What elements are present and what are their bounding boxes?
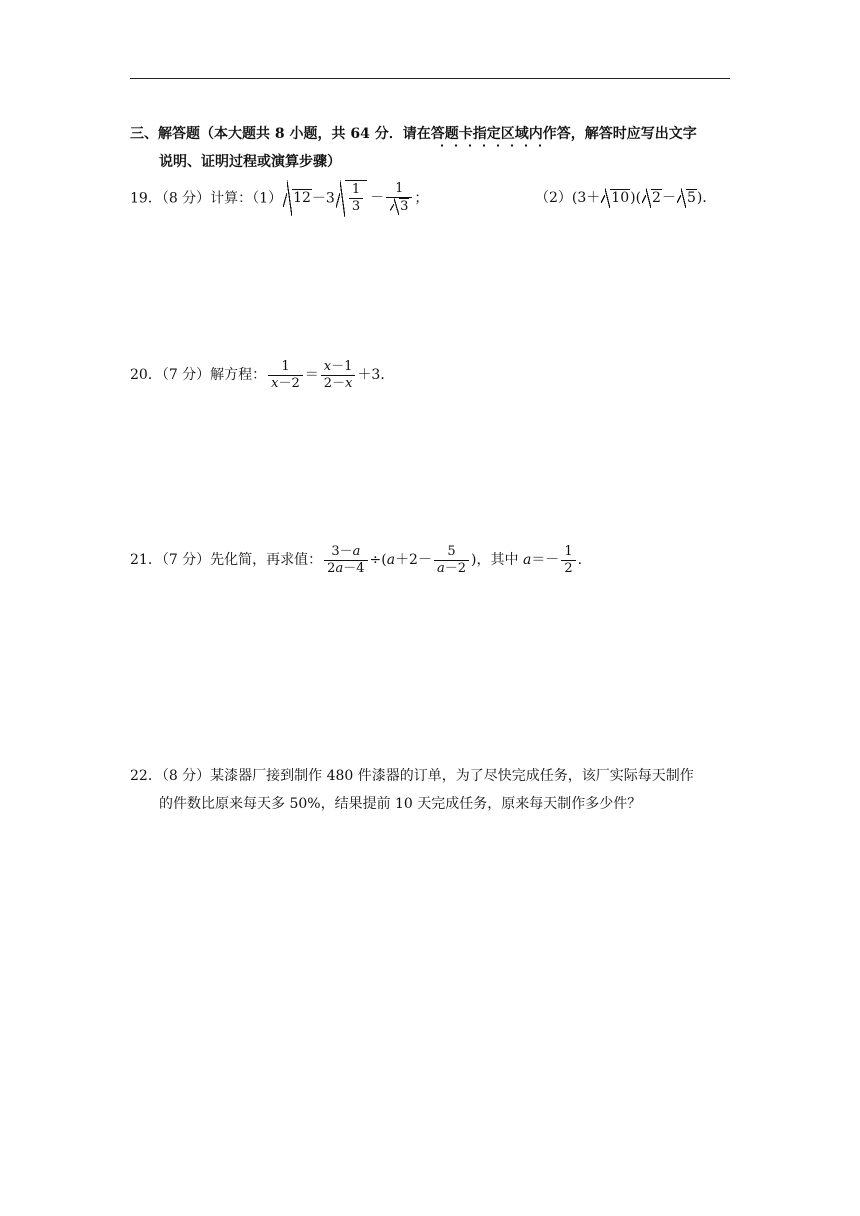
question-19-part2: （2）(3＋ 10)( 2－ 5)． (535, 190, 717, 206)
question-21: 21．（7 分）先化简，再求值： $\frac{3-a}{2a-4}$ ÷(a＋2－ $\frac{5}{a-2}$ )，其中 a＝－ $\frac{1}{2}$ . (130, 543, 583, 576)
q19-prefix: 19．（8 分）计算：（1） (130, 190, 283, 207)
question-22-line1: 22．（8 分）某漆器厂接到制作 480 件漆器的订单，为了尽快完成任务，该厂实际每天制作 (130, 768, 694, 784)
fraction: $\frac{1}{3}$ (386, 181, 412, 215)
q21-prefix: 21．（7 分）先化简，再求值： (130, 552, 323, 568)
sqrt-symbol: 3 (390, 198, 409, 215)
sqrt-symbol: 10 (601, 188, 630, 208)
sqrt-symbol: 12 (283, 180, 312, 216)
fraction: $\frac{1}{3}$ (349, 182, 363, 215)
sqrt-symbol: 5 (677, 188, 697, 208)
section-heading-line2: 说明、证明过程或演算步骤） (159, 154, 341, 170)
fraction: $\frac{5}{a-2}$ (434, 544, 469, 577)
fraction: $\frac{1}{x-2}$ (268, 359, 303, 392)
section-heading-emphasis: 答题卡指定区域内 (430, 126, 543, 142)
section-heading-suffix: 作答，解答时应写出文字 (542, 126, 697, 142)
question-22-line2: 的件数比原来每天多 50%，结果提前 10 天完成任务，原来每天制作多少件？ (159, 796, 642, 812)
sqrt-symbol: 2 (642, 188, 662, 208)
section-heading-prefix: 三、解答题（本大题共 8 小题，共 64 分．请在 (130, 126, 431, 142)
q20-prefix: 20．（7 分）解方程： (130, 367, 267, 383)
fraction: $\frac{3-a}{2a-4}$ (324, 544, 367, 577)
section-heading (130, 124, 697, 144)
sqrt-symbol (336, 180, 367, 217)
fraction: $\frac{1}{2}$ (561, 544, 575, 577)
question-20: 20．（7 分）解方程： $\frac{1}{x-2}$ ＝ $\frac{x-1}{2-x}$ ＋3． (130, 358, 395, 391)
fraction: $\frac{x-1}{2-x}$ (321, 359, 356, 392)
question-19: 19．（8 分）计算：（1） 12－3 $\frac{1}{3}$ － $\frac{1}{3}$ ； (130, 180, 428, 217)
header-rule (130, 78, 730, 79)
